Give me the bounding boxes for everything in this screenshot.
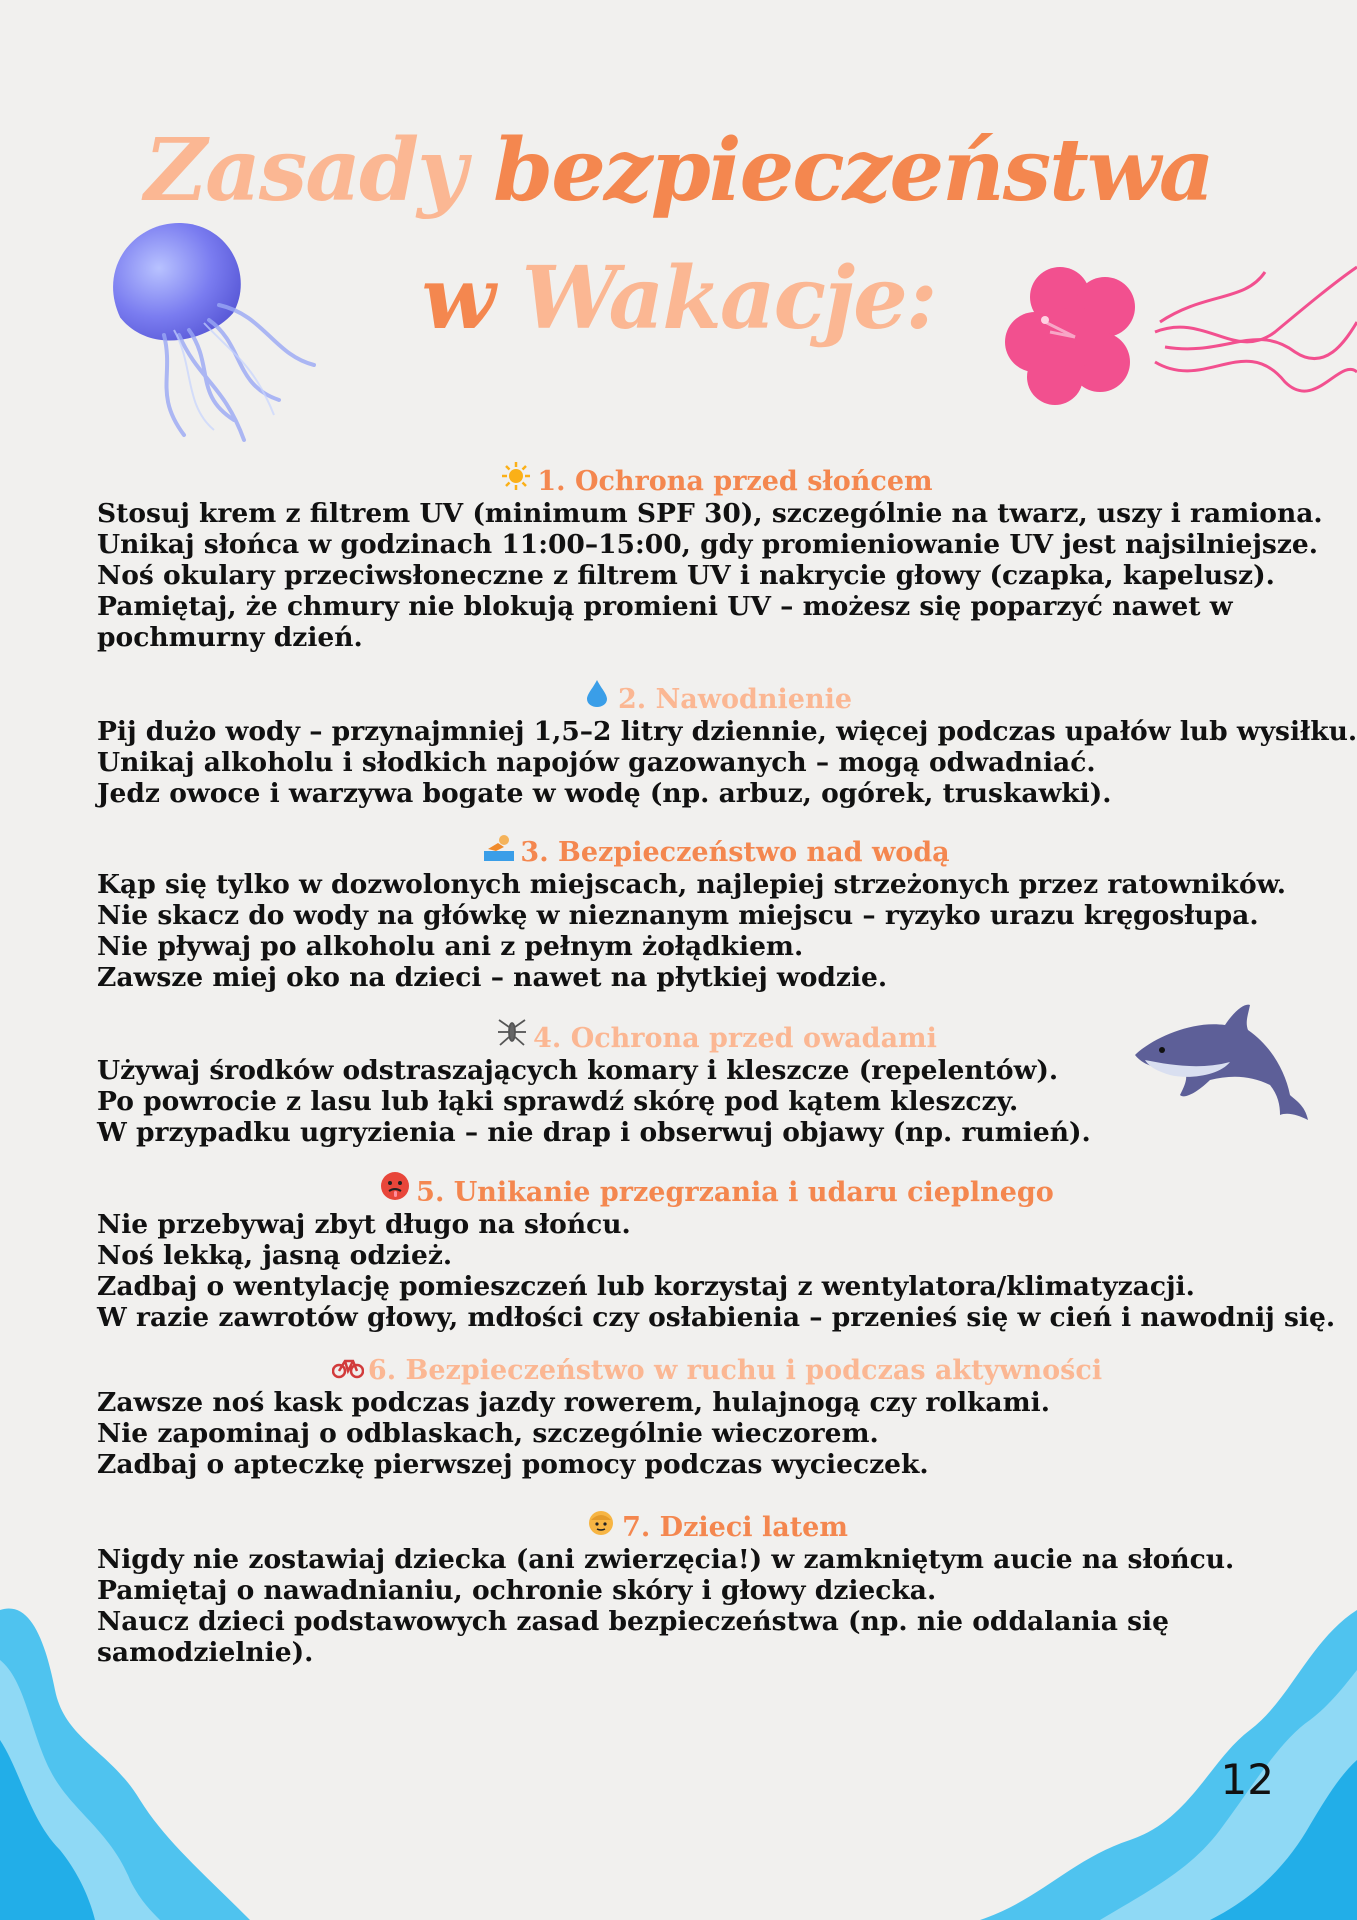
- section-water-safety: [97, 833, 1297, 993]
- title-word-zasady: Zasady: [144, 120, 466, 221]
- list-item: Pamiętaj, że chmury nie blokują promieni UV – możesz się poparzyć nawet w pochmurny dzień.: [97, 591, 1233, 653]
- section-heading: [97, 833, 1297, 869]
- list-item: Nie zapominaj o odblaskach, szczególnie wieczorem.: [97, 1418, 879, 1449]
- list-item: Nie przebywaj zbyt długo na słońcu.: [97, 1209, 631, 1240]
- mosquito-icon: [497, 1017, 527, 1055]
- section-heading: [97, 678, 1297, 716]
- child-face-icon: [586, 1510, 616, 1544]
- section-title: 3. Bezpieczeństwo nad wodą: [520, 837, 950, 868]
- section-title: 5. Unikanie przegrzania i udaru cieplnego: [416, 1177, 1054, 1208]
- title-word-w: w: [421, 248, 494, 349]
- list-item: Nie pływaj po alkoholu ani z pełnym żołądkiem.: [97, 931, 804, 962]
- water-drop-icon: [582, 678, 612, 716]
- section-title: 4. Ochrona przed owadami: [533, 1023, 937, 1054]
- section-heading: [97, 462, 1297, 498]
- list-item: W przypadku ugryzienia – nie drap i obserwuj objawy (np. rumień).: [97, 1117, 1091, 1148]
- list-item: Noś lekką, jasną odzież.: [97, 1240, 453, 1271]
- list-item: Zawsze noś kask podczas jazdy rowerem, hulajnogą czy rolkami.: [97, 1387, 1050, 1418]
- section-sun-protection: [97, 462, 1323, 653]
- list-item: Nie skacz do wody na główkę w nieznanym miejscu – ryzyko urazu kręgosłupa.: [97, 900, 1259, 931]
- hot-face-icon: [380, 1171, 410, 1209]
- jellyfish-icon: [104, 205, 324, 445]
- list-item: Naucz dzieci podstawowych zasad bezpieczeństwa (np. nie oddalania się samodzielnie).: [97, 1606, 1169, 1668]
- bicycle-icon: [332, 1355, 362, 1387]
- list-item: Używaj środków odstraszających komary i kleszcze (repelentów).: [97, 1055, 1059, 1086]
- section-heading: [97, 1171, 1297, 1209]
- section-insect-protection: [97, 1017, 1297, 1148]
- list-item: Nigdy nie zostawiaj dziecka (ani zwierzęcia!) w zamkniętym aucie na słońcu.: [97, 1544, 1235, 1575]
- section-heading: [97, 1017, 1297, 1055]
- list-item: Zadbaj o wentylację pomieszczeń lub korzystaj z wentylatora/klimatyzacji.: [97, 1271, 1195, 1302]
- section-title: 7. Dzieci latem: [622, 1512, 848, 1543]
- section-overheating: [97, 1171, 1336, 1333]
- list-item: Noś okulary przeciwsłoneczne z filtrem UV i nakrycie głowy (czapka, kapelusz).: [97, 560, 1275, 591]
- title-word-bezpieczenstwa: bezpieczeństwa: [493, 120, 1213, 221]
- list-item: Pij dużo wody – przynajmniej 1,5–2 litry dziennie, więcej podczas upałów lub wysiłku.: [97, 716, 1357, 747]
- list-item: Pamiętaj o nawadnianiu, ochronie skóry i głowy dziecka.: [97, 1575, 937, 1606]
- section-title: 6. Bezpieczeństwo w ruchu i podczas aktywności: [367, 1355, 1103, 1386]
- page-number: 12: [1220, 1755, 1274, 1804]
- list-item: Zawsze miej oko na dzieci – nawet na płytkiej wodzie.: [97, 962, 888, 993]
- section-hydration: [97, 678, 1357, 809]
- section-heading: [97, 1510, 1297, 1544]
- section-title: 2. Nawodnienie: [617, 684, 853, 715]
- list-item: W razie zawrotów głowy, mdłości czy osłabienia – przenieś się w cień i nawodnij się.: [97, 1302, 1336, 1333]
- list-item: Po powrocie z lasu lub łąki sprawdź skórę pod kątem kleszczy.: [97, 1086, 1019, 1117]
- section-activity-safety: [97, 1355, 1297, 1480]
- list-item: Jedz owoce i warzywa bogate w wodę (np. arbuz, ogórek, truskawki).: [97, 778, 1112, 809]
- section-title: 1. Ochrona przed słońcem: [537, 466, 933, 497]
- list-item: Kąp się tylko w dozwolonych miejscach, najlepiej strzeżonych przez ratowników.: [97, 869, 1286, 900]
- list-item: Unikaj alkoholu i słodkich napojów gazowanych – mogą odwadniać.: [97, 747, 1096, 778]
- section-children-summer: [97, 1510, 1297, 1668]
- title-word-wakacje: Wakacje:: [521, 248, 936, 349]
- list-item: Zadbaj o apteczkę pierwszej pomocy podczas wycieczek.: [97, 1449, 929, 1480]
- swimmer-icon: [484, 833, 514, 869]
- sun-icon: [501, 462, 531, 498]
- list-item: Stosuj krem z filtrem UV (minimum SPF 30), szczególnie na twarz, uszy i ramiona.: [97, 498, 1323, 529]
- section-heading: [97, 1355, 1297, 1387]
- hibiscus-flower-icon: [1005, 262, 1357, 422]
- list-item: Unikaj słońca w godzinach 11:00–15:00, gdy promieniowanie UV jest najsilniejsze.: [97, 529, 1318, 560]
- title-line-1: [0, 120, 1357, 221]
